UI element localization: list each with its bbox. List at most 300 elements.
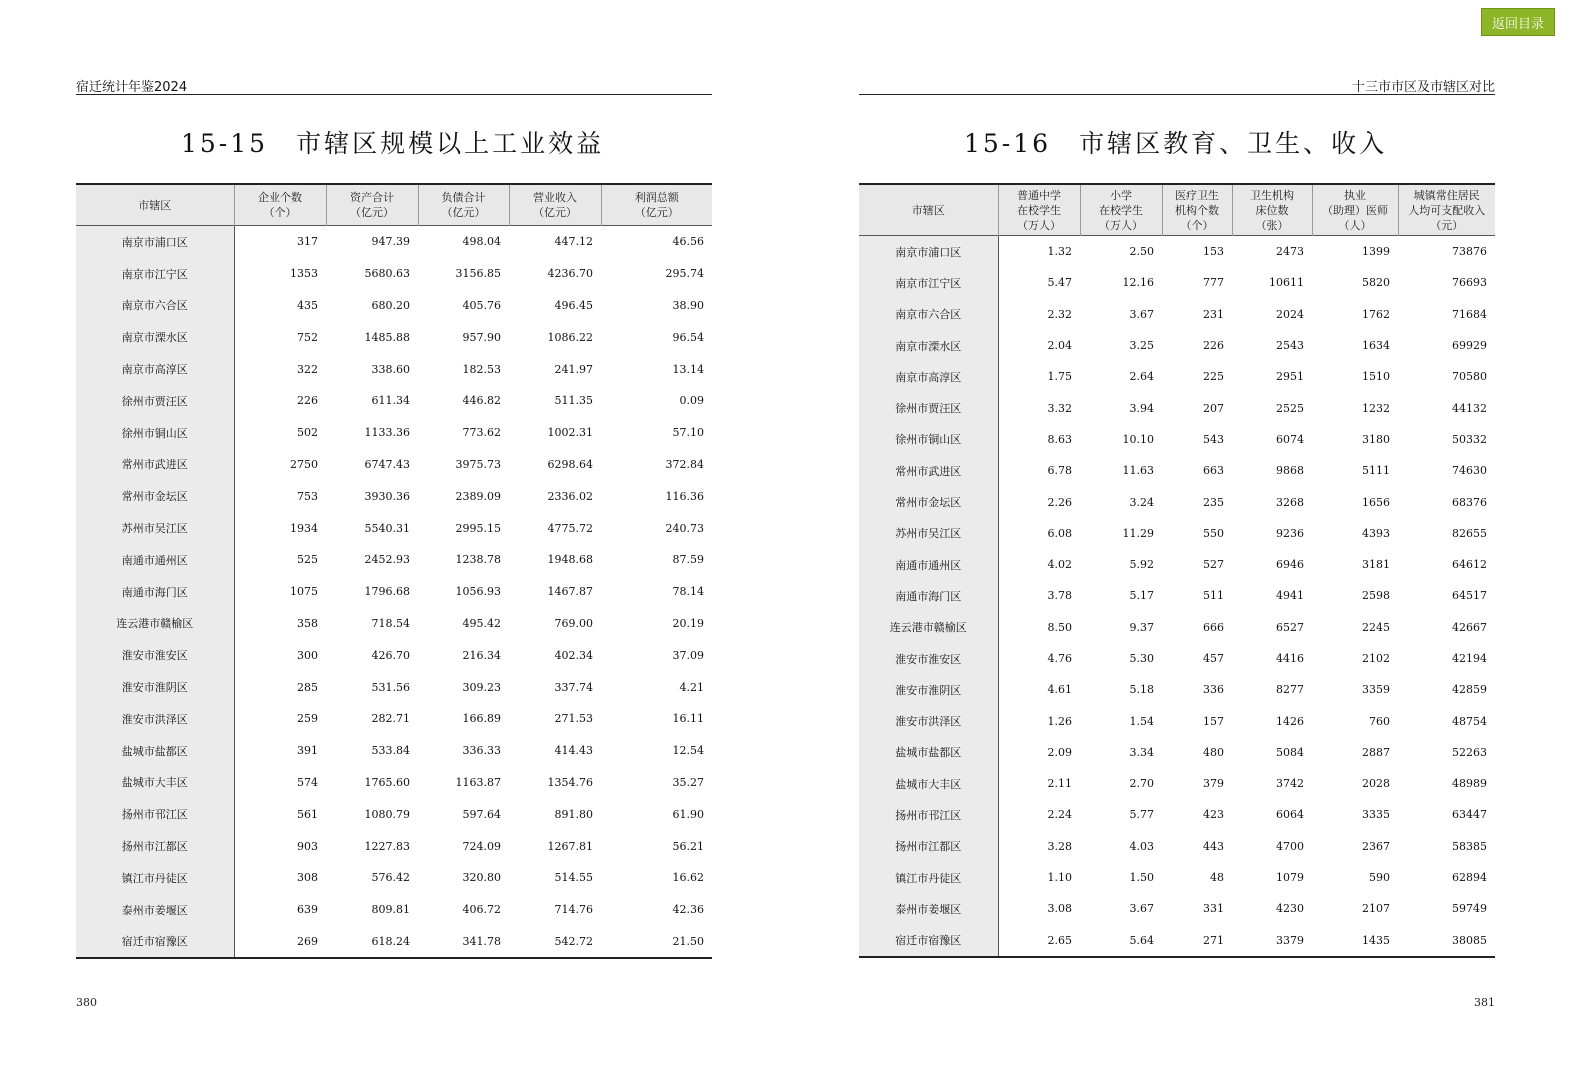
value-cell: 16.62 bbox=[672, 871, 704, 885]
value-cell: 46.56 bbox=[672, 235, 704, 249]
value-cell: 574 bbox=[297, 775, 318, 789]
column-header: 卫生机构 床位数 （张） bbox=[1232, 184, 1312, 236]
value-cell: 71684 bbox=[1452, 307, 1487, 321]
value-cell: 1426 bbox=[1276, 714, 1304, 728]
value-cell: 259 bbox=[297, 712, 318, 726]
header-rule bbox=[859, 94, 1495, 95]
running-head: 宿迁统计年鉴2024 bbox=[76, 80, 188, 95]
value-cell: 116.36 bbox=[665, 489, 704, 503]
value-cell: 2367 bbox=[1362, 839, 1390, 853]
value-cell: 957.90 bbox=[462, 330, 501, 344]
table-row bbox=[76, 608, 712, 640]
value-cell: 68376 bbox=[1452, 495, 1487, 509]
value-cell: 5.64 bbox=[1129, 933, 1154, 947]
value-cell: 1934 bbox=[290, 521, 318, 535]
value-cell: 1510 bbox=[1362, 370, 1390, 384]
table-row bbox=[76, 576, 712, 608]
region-name-cell: 泰州市姜堰区 bbox=[859, 893, 998, 924]
value-cell: 533.84 bbox=[371, 744, 410, 758]
value-cell: 1238.78 bbox=[455, 553, 501, 567]
region-name-cell: 扬州市邗江区 bbox=[76, 798, 234, 830]
value-cell: 1765.60 bbox=[364, 775, 410, 789]
value-cell: 1.75 bbox=[1047, 370, 1072, 384]
value-cell: 322 bbox=[297, 362, 318, 376]
region-name-cell: 苏州市吴江区 bbox=[76, 512, 234, 544]
value-cell: 317 bbox=[297, 235, 318, 249]
column-header: 营业收入 （亿元） bbox=[509, 184, 601, 226]
value-cell: 241.97 bbox=[554, 362, 593, 376]
value-cell: 182.53 bbox=[462, 362, 501, 376]
value-cell: 2336.02 bbox=[547, 489, 593, 503]
table-row bbox=[76, 735, 712, 767]
value-cell: 525 bbox=[297, 553, 318, 567]
value-cell: 2.32 bbox=[1047, 307, 1072, 321]
value-cell: 3930.36 bbox=[364, 489, 410, 503]
value-cell: 443 bbox=[1203, 839, 1224, 853]
region-name-cell: 常州市金坛区 bbox=[859, 486, 998, 517]
value-cell: 498.04 bbox=[462, 235, 501, 249]
value-cell: 295.74 bbox=[665, 267, 704, 281]
value-cell: 3975.73 bbox=[455, 457, 501, 471]
value-cell: 58385 bbox=[1452, 839, 1487, 853]
value-cell: 3180 bbox=[1362, 432, 1390, 446]
table-row bbox=[859, 705, 1495, 736]
table-row bbox=[76, 830, 712, 862]
region-name-cell: 淮安市洪泽区 bbox=[76, 703, 234, 735]
value-cell: 724.09 bbox=[462, 839, 501, 853]
value-cell: 64612 bbox=[1452, 558, 1487, 572]
table-row bbox=[859, 236, 1495, 268]
value-cell: 2452.93 bbox=[364, 553, 410, 567]
table-row bbox=[859, 612, 1495, 643]
value-cell: 680.20 bbox=[371, 298, 410, 312]
value-cell: 3742 bbox=[1276, 777, 1304, 791]
value-cell: 372.84 bbox=[665, 457, 704, 471]
value-cell: 590 bbox=[1369, 871, 1390, 885]
table-row bbox=[859, 737, 1495, 768]
value-cell: 4393 bbox=[1362, 526, 1390, 540]
value-cell: 426.70 bbox=[371, 648, 410, 662]
value-cell: 2887 bbox=[1362, 745, 1390, 759]
column-header: 资产合计 （亿元） bbox=[326, 184, 418, 226]
value-cell: 2.04 bbox=[1047, 339, 1072, 353]
value-cell: 10611 bbox=[1269, 276, 1304, 290]
value-cell: 240.73 bbox=[665, 521, 704, 535]
value-cell: 63447 bbox=[1452, 808, 1487, 822]
region-name-cell: 南京市六合区 bbox=[859, 299, 998, 330]
value-cell: 5.17 bbox=[1129, 589, 1154, 603]
table-row bbox=[76, 894, 712, 926]
table-row bbox=[859, 392, 1495, 423]
value-cell: 3.67 bbox=[1129, 307, 1154, 321]
value-cell: 3.67 bbox=[1129, 902, 1154, 916]
value-cell: 2.64 bbox=[1129, 370, 1154, 384]
region-name-cell: 扬州市江都区 bbox=[859, 831, 998, 862]
value-cell: 1133.36 bbox=[364, 426, 410, 440]
value-cell: 5084 bbox=[1276, 745, 1304, 759]
value-cell: 6747.43 bbox=[364, 457, 410, 471]
value-cell: 282.71 bbox=[371, 712, 410, 726]
running-head: 十三市市区及市辖区对比 bbox=[1351, 80, 1495, 95]
value-cell: 44132 bbox=[1452, 401, 1487, 415]
region-name-cell: 扬州市邗江区 bbox=[859, 799, 998, 830]
table-row bbox=[76, 226, 712, 258]
table-row bbox=[76, 512, 712, 544]
value-cell: 82655 bbox=[1452, 526, 1487, 540]
value-cell: 5680.63 bbox=[364, 267, 410, 281]
right-page bbox=[793, 0, 1587, 1077]
value-cell: 2.70 bbox=[1129, 777, 1154, 791]
value-cell: 639 bbox=[297, 903, 318, 917]
region-name-cell: 南通市海门区 bbox=[76, 576, 234, 608]
value-cell: 5.30 bbox=[1129, 652, 1154, 665]
value-cell: 2245 bbox=[1362, 620, 1390, 634]
value-cell: 50332 bbox=[1452, 432, 1487, 446]
value-cell: 809.81 bbox=[371, 903, 410, 917]
value-cell: 1435 bbox=[1362, 933, 1390, 947]
column-header: 执业 （助理）医师 （人） bbox=[1312, 184, 1398, 236]
value-cell: 5.18 bbox=[1129, 683, 1154, 697]
value-cell: 2.11 bbox=[1047, 777, 1072, 791]
return-to-contents-button[interactable]: 返回目录 bbox=[1481, 8, 1555, 36]
value-cell: 1.54 bbox=[1129, 714, 1154, 728]
value-cell: 157 bbox=[1203, 714, 1224, 728]
page-number: 380 bbox=[76, 996, 97, 1009]
value-cell: 2473 bbox=[1276, 245, 1304, 259]
value-cell: 3.24 bbox=[1129, 495, 1154, 509]
table-row bbox=[76, 353, 712, 385]
value-cell: 6074 bbox=[1276, 432, 1304, 446]
value-cell: 1080.79 bbox=[364, 807, 410, 821]
value-cell: 2.26 bbox=[1047, 495, 1072, 509]
value-cell: 336.33 bbox=[462, 744, 501, 758]
table-row bbox=[76, 544, 712, 576]
table-row bbox=[76, 671, 712, 703]
value-cell: 76693 bbox=[1452, 276, 1487, 290]
value-cell: 1163.87 bbox=[455, 775, 501, 789]
value-cell: 64517 bbox=[1452, 589, 1487, 603]
value-cell: 358 bbox=[297, 616, 318, 630]
value-cell: 48754 bbox=[1452, 714, 1487, 728]
value-cell: 331 bbox=[1203, 902, 1224, 916]
table-row bbox=[76, 480, 712, 512]
value-cell: 1227.83 bbox=[364, 839, 410, 853]
value-cell: 1354.76 bbox=[547, 775, 593, 789]
value-cell: 435 bbox=[297, 298, 318, 312]
value-cell: 320.80 bbox=[462, 871, 501, 885]
table-header-row bbox=[76, 184, 712, 226]
value-cell: 271 bbox=[1203, 933, 1224, 947]
value-cell: 1.26 bbox=[1047, 714, 1072, 728]
column-header: 利润总额 （亿元） bbox=[601, 184, 712, 226]
table-row bbox=[76, 417, 712, 449]
column-header: 城镇常住居民 人均可支配收入 （元） bbox=[1398, 184, 1495, 236]
table-row bbox=[859, 424, 1495, 455]
value-cell: 3.78 bbox=[1047, 589, 1072, 603]
value-cell: 2028 bbox=[1362, 777, 1390, 791]
region-name-cell: 南京市高淳区 bbox=[76, 353, 234, 385]
table-row bbox=[859, 799, 1495, 830]
region-name-cell: 扬州市江都区 bbox=[76, 830, 234, 862]
value-cell: 663 bbox=[1203, 464, 1224, 478]
value-cell: 760 bbox=[1369, 714, 1390, 728]
region-name-cell: 淮安市淮安区 bbox=[76, 639, 234, 671]
value-cell: 2.65 bbox=[1047, 933, 1072, 947]
region-name-cell: 南京市浦口区 bbox=[859, 236, 998, 268]
value-cell: 341.78 bbox=[462, 934, 501, 948]
value-cell: 309.23 bbox=[462, 680, 501, 694]
region-name-cell: 泰州市姜堰区 bbox=[76, 894, 234, 926]
value-cell: 3.94 bbox=[1129, 401, 1154, 415]
value-cell: 3379 bbox=[1276, 933, 1304, 947]
value-cell: 21.50 bbox=[672, 934, 704, 948]
value-cell: 4.76 bbox=[1047, 652, 1072, 665]
value-cell: 3.25 bbox=[1129, 339, 1154, 353]
value-cell: 216.34 bbox=[462, 648, 501, 662]
value-cell: 1086.22 bbox=[547, 330, 593, 344]
value-cell: 414.43 bbox=[554, 744, 593, 758]
value-cell: 777 bbox=[1203, 276, 1224, 290]
value-cell: 3.32 bbox=[1047, 401, 1072, 415]
value-cell: 42.36 bbox=[672, 903, 704, 917]
value-cell: 42194 bbox=[1452, 652, 1487, 665]
region-name-cell: 盐城市盐都区 bbox=[859, 737, 998, 768]
table-header-row bbox=[859, 184, 1495, 236]
value-cell: 561 bbox=[297, 807, 318, 821]
value-cell: 4.02 bbox=[1047, 558, 1072, 572]
value-cell: 52263 bbox=[1452, 745, 1487, 759]
value-cell: 2.24 bbox=[1047, 808, 1072, 822]
region-name-cell: 镇江市丹徒区 bbox=[859, 862, 998, 893]
region-name-cell: 南京市溧水区 bbox=[76, 321, 234, 353]
region-name-cell: 盐城市大丰区 bbox=[859, 768, 998, 799]
value-cell: 531.56 bbox=[371, 680, 410, 694]
value-cell: 4941 bbox=[1276, 589, 1304, 603]
value-cell: 35.27 bbox=[672, 775, 704, 789]
value-cell: 480 bbox=[1203, 745, 1224, 759]
value-cell: 6298.64 bbox=[547, 457, 593, 471]
value-cell: 2102 bbox=[1362, 652, 1390, 665]
region-name-cell: 常州市武进区 bbox=[76, 449, 234, 481]
header-rule bbox=[76, 94, 712, 95]
table-row bbox=[859, 674, 1495, 705]
table-row bbox=[76, 449, 712, 481]
region-name-cell: 宿迁市宿豫区 bbox=[859, 925, 998, 957]
value-cell: 20.19 bbox=[672, 616, 704, 630]
table-row bbox=[859, 862, 1495, 893]
table-row bbox=[76, 703, 712, 735]
value-cell: 337.74 bbox=[554, 680, 593, 694]
value-cell: 3.34 bbox=[1129, 745, 1154, 759]
table-row bbox=[76, 926, 712, 959]
value-cell: 87.59 bbox=[672, 553, 704, 567]
region-name-cell: 盐城市盐都区 bbox=[76, 735, 234, 767]
value-cell: 3268 bbox=[1276, 495, 1304, 509]
value-cell: 752 bbox=[297, 330, 318, 344]
value-cell: 74630 bbox=[1452, 464, 1487, 478]
table-row bbox=[859, 330, 1495, 361]
value-cell: 336 bbox=[1203, 683, 1224, 697]
region-name-cell: 常州市武进区 bbox=[859, 455, 998, 486]
value-cell: 3181 bbox=[1362, 558, 1390, 572]
value-cell: 773.62 bbox=[462, 426, 501, 440]
value-cell: 16.11 bbox=[672, 712, 704, 726]
table-title: 15-15 市辖区规模以上工业效益 bbox=[181, 129, 605, 158]
value-cell: 1.50 bbox=[1129, 871, 1154, 885]
value-cell: 78.14 bbox=[672, 585, 704, 599]
value-cell: 269 bbox=[297, 934, 318, 948]
value-cell: 285 bbox=[297, 680, 318, 694]
value-cell: 153 bbox=[1203, 245, 1224, 259]
value-cell: 2389.09 bbox=[455, 489, 501, 503]
region-name-cell: 南京市溧水区 bbox=[859, 330, 998, 361]
column-header-region: 市辖区 bbox=[859, 184, 998, 236]
value-cell: 1075 bbox=[290, 585, 318, 599]
value-cell: 5820 bbox=[1362, 276, 1390, 290]
region-name-cell: 徐州市铜山区 bbox=[859, 424, 998, 455]
value-cell: 2024 bbox=[1276, 307, 1304, 321]
value-cell: 11.63 bbox=[1122, 464, 1154, 478]
education-health-income-table bbox=[859, 183, 1495, 958]
value-cell: 6.78 bbox=[1047, 464, 1072, 478]
value-cell: 6064 bbox=[1276, 808, 1304, 822]
value-cell: 61.90 bbox=[672, 807, 704, 821]
value-cell: 73876 bbox=[1452, 245, 1487, 259]
region-name-cell: 南通市通州区 bbox=[76, 544, 234, 576]
value-cell: 514.55 bbox=[554, 871, 593, 885]
table-row bbox=[76, 798, 712, 830]
value-cell: 3156.85 bbox=[455, 267, 501, 281]
value-cell: 423 bbox=[1203, 808, 1224, 822]
value-cell: 4230 bbox=[1276, 902, 1304, 916]
value-cell: 11.29 bbox=[1122, 526, 1154, 540]
table-row bbox=[859, 486, 1495, 517]
column-header: 企业个数 （个） bbox=[234, 184, 326, 226]
value-cell: 6946 bbox=[1276, 558, 1304, 572]
value-cell: 9.37 bbox=[1129, 620, 1154, 634]
value-cell: 4.21 bbox=[679, 680, 704, 694]
column-header: 小学 在校学生 （万人） bbox=[1080, 184, 1162, 236]
value-cell: 38.90 bbox=[672, 298, 704, 312]
value-cell: 6527 bbox=[1276, 620, 1304, 634]
table-row bbox=[859, 925, 1495, 957]
value-cell: 714.76 bbox=[554, 903, 593, 917]
value-cell: 308 bbox=[297, 871, 318, 885]
value-cell: 1267.81 bbox=[547, 839, 593, 853]
value-cell: 225 bbox=[1203, 370, 1224, 384]
value-cell: 271.53 bbox=[554, 712, 593, 726]
value-cell: 207 bbox=[1203, 401, 1224, 415]
value-cell: 13.14 bbox=[672, 362, 704, 376]
value-cell: 3.08 bbox=[1047, 902, 1072, 916]
value-cell: 42667 bbox=[1452, 620, 1487, 634]
value-cell: 62894 bbox=[1452, 871, 1487, 885]
value-cell: 769.00 bbox=[554, 616, 593, 630]
value-cell: 5111 bbox=[1362, 464, 1390, 478]
region-name-cell: 南京市江宁区 bbox=[76, 258, 234, 290]
value-cell: 8.63 bbox=[1047, 432, 1072, 446]
value-cell: 12.16 bbox=[1122, 276, 1154, 290]
value-cell: 8.50 bbox=[1047, 620, 1072, 634]
value-cell: 1467.87 bbox=[547, 585, 593, 599]
value-cell: 406.72 bbox=[462, 903, 501, 917]
value-cell: 235 bbox=[1203, 495, 1224, 509]
value-cell: 527 bbox=[1203, 558, 1224, 572]
value-cell: 37.09 bbox=[672, 648, 704, 662]
table-row bbox=[859, 893, 1495, 924]
table-title: 15-16 市辖区教育、卫生、收入 bbox=[964, 129, 1388, 158]
region-name-cell: 南通市海门区 bbox=[859, 580, 998, 611]
table-row bbox=[76, 639, 712, 671]
value-cell: 3335 bbox=[1362, 808, 1390, 822]
value-cell: 5.77 bbox=[1129, 808, 1154, 822]
value-cell: 2543 bbox=[1276, 339, 1304, 353]
value-cell: 391 bbox=[297, 744, 318, 758]
region-name-cell: 徐州市贾汪区 bbox=[859, 392, 998, 423]
value-cell: 666 bbox=[1203, 620, 1224, 634]
region-name-cell: 南京市六合区 bbox=[76, 290, 234, 322]
value-cell: 48 bbox=[1210, 871, 1224, 885]
value-cell: 1948.68 bbox=[547, 553, 593, 567]
column-header: 普通中学 在校学生 （万人） bbox=[998, 184, 1080, 236]
value-cell: 496.45 bbox=[554, 298, 593, 312]
region-name-cell: 徐州市贾汪区 bbox=[76, 385, 234, 417]
table-row bbox=[76, 258, 712, 290]
value-cell: 457 bbox=[1203, 652, 1224, 665]
table-row bbox=[859, 580, 1495, 611]
value-cell: 3.28 bbox=[1047, 839, 1072, 853]
value-cell: 1232 bbox=[1362, 401, 1390, 415]
value-cell: 1002.31 bbox=[547, 426, 593, 440]
value-cell: 38085 bbox=[1452, 933, 1487, 947]
value-cell: 59749 bbox=[1452, 902, 1487, 916]
table-row bbox=[859, 643, 1495, 674]
region-name-cell: 淮安市洪泽区 bbox=[859, 705, 998, 736]
region-name-cell: 常州市金坛区 bbox=[76, 480, 234, 512]
value-cell: 6.08 bbox=[1047, 526, 1072, 540]
value-cell: 2750 bbox=[290, 457, 318, 471]
value-cell: 5540.31 bbox=[364, 521, 410, 535]
value-cell: 4700 bbox=[1276, 839, 1304, 853]
value-cell: 10.10 bbox=[1122, 432, 1154, 446]
region-name-cell: 南京市浦口区 bbox=[76, 226, 234, 258]
value-cell: 1079 bbox=[1276, 871, 1304, 885]
value-cell: 9868 bbox=[1276, 464, 1304, 478]
value-cell: 69929 bbox=[1452, 339, 1487, 353]
value-cell: 947.39 bbox=[371, 235, 410, 249]
value-cell: 447.12 bbox=[554, 235, 593, 249]
value-cell: 446.82 bbox=[462, 394, 501, 408]
value-cell: 300 bbox=[297, 648, 318, 662]
value-cell: 2951 bbox=[1276, 370, 1304, 384]
table-row bbox=[76, 385, 712, 417]
value-cell: 1.32 bbox=[1047, 245, 1072, 259]
region-name-cell: 南通市通州区 bbox=[859, 549, 998, 580]
value-cell: 2525 bbox=[1276, 401, 1304, 415]
value-cell: 226 bbox=[1203, 339, 1224, 353]
value-cell: 1399 bbox=[1362, 245, 1390, 259]
value-cell: 2107 bbox=[1362, 902, 1390, 916]
value-cell: 1656 bbox=[1362, 495, 1390, 509]
value-cell: 1762 bbox=[1362, 307, 1390, 321]
value-cell: 57.10 bbox=[672, 426, 704, 440]
value-cell: 4.03 bbox=[1129, 839, 1154, 853]
column-header-region: 市辖区 bbox=[76, 184, 234, 226]
value-cell: 3359 bbox=[1362, 683, 1390, 697]
value-cell: 511 bbox=[1203, 589, 1224, 603]
value-cell: 12.54 bbox=[672, 744, 704, 758]
value-cell: 9236 bbox=[1276, 526, 1304, 540]
